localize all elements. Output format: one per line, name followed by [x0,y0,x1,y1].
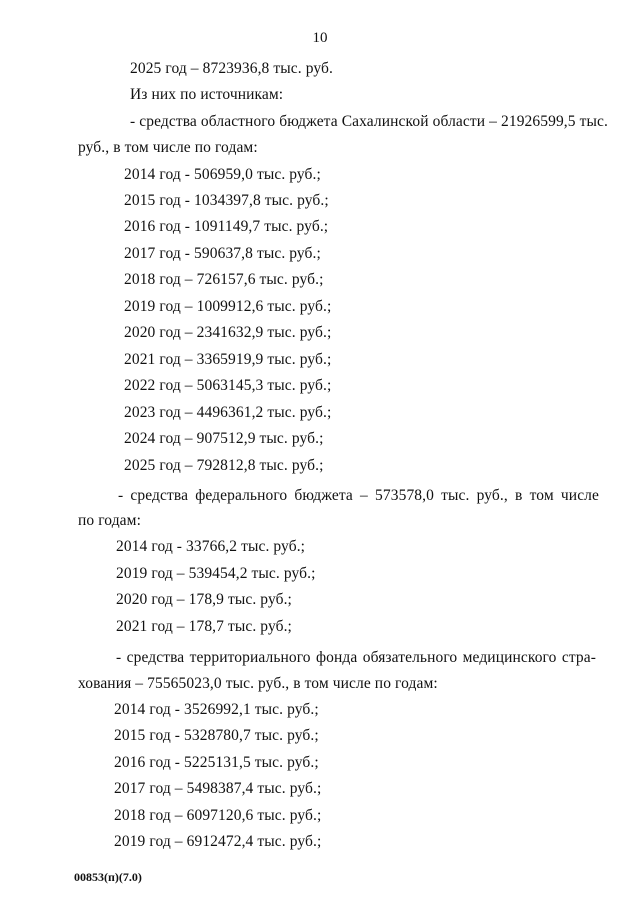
footer-code: 00853(п)(7.0) [74,870,142,884]
list-item: 2025 год – 792812,8 тыс. руб.; [124,457,324,474]
list-item: 2016 год - 1091149,7 тыс. руб.; [124,218,329,235]
list-item: 2019 год – 1009912,6 тыс. руб.; [124,298,332,315]
list-item: 2019 год – 539454,2 тыс. руб.; [116,565,316,582]
list-item: 2017 год – 5498387,4 тыс. руб.; [114,780,322,797]
list-item: 2020 год – 2341632,9 тыс. руб.; [124,324,332,341]
list-item: 2015 год - 1034397,8 тыс. руб.; [124,192,329,209]
list-item: 2018 год – 6097120,6 тыс. руб.; [114,807,322,824]
list-item: 2021 год – 178,7 тыс. руб.; [116,618,292,635]
list-item: 2024 год – 907512,9 тыс. руб.; [124,430,324,447]
list-item: 2019 год – 6912472,4 тыс. руб.; [114,833,322,850]
list-item: 2014 год - 3526992,1 тыс. руб.; [114,701,319,718]
text-line: Из них по источникам: [130,86,284,103]
paragraph-line: - средства областного бюджета Сахалинской области – 21926599,5 тыс. [130,113,608,130]
list-item: 2020 год – 178,9 тыс. руб.; [116,591,292,608]
list-item: 2014 год - 506959,0 тыс. руб.; [124,166,321,183]
list-item: 2015 год - 5328780,7 тыс. руб.; [114,727,319,744]
list-item: 2016 год - 5225131,5 тыс. руб.; [114,754,319,771]
list-item: 2017 год - 590637,8 тыс. руб.; [124,245,321,262]
paragraph-line: руб., в том числе по годам: [78,139,258,156]
text-line: 2025 год – 8723936,8 тыс. руб. [130,60,333,77]
list-item: 2022 год – 5063145,3 тыс. руб.; [124,377,332,394]
paragraph-line: хования – 75565023,0 тыс. руб., в том числе по годам: [78,675,438,692]
list-item: 2023 год – 4496361,2 тыс. руб.; [124,404,332,421]
paragraph-line: по годам: [78,512,141,529]
list-item: 2021 год – 3365919,9 тыс. руб.; [124,351,332,368]
paragraph-line: - средства федерального бюджета – 573578,0 тыс. руб., в том числе [118,487,599,504]
page-number: 10 [312,30,328,46]
list-item: 2018 год – 726157,6 тыс. руб.; [124,271,324,288]
paragraph-line: - средства территориального фонда обязательного медицинского стра- [116,649,596,666]
list-item: 2014 год - 33766,2 тыс. руб.; [116,538,306,555]
